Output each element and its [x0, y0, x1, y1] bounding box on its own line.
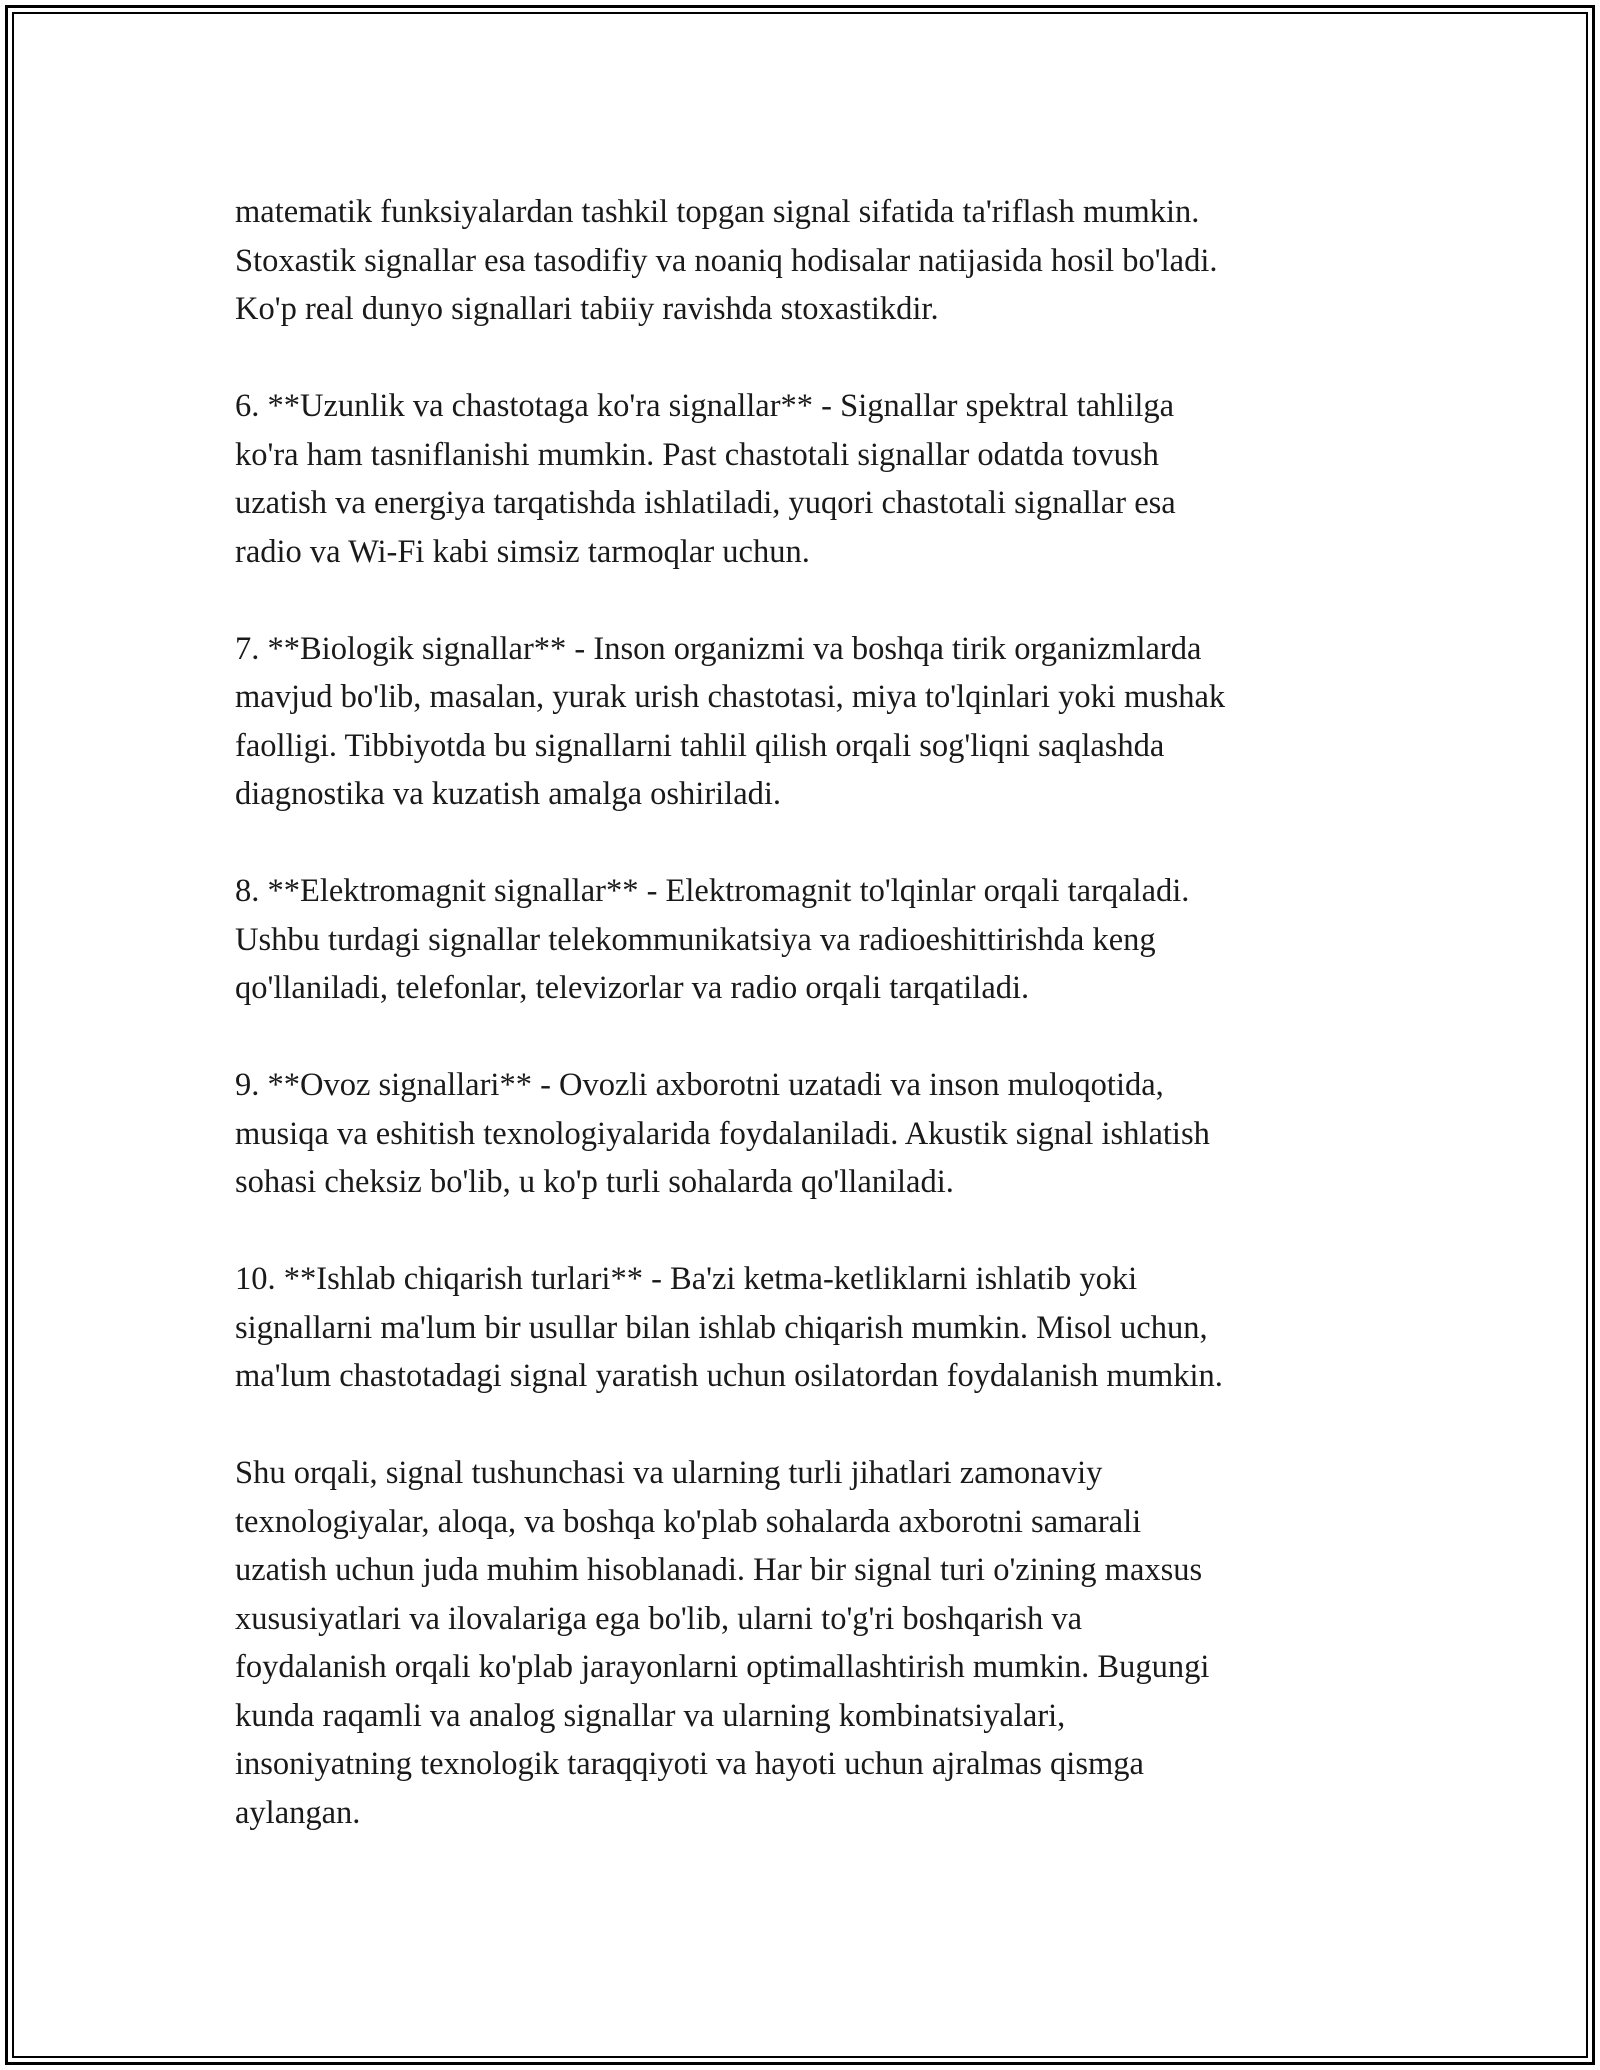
paragraph-electromagnetic-signals: 8. **Elektromagnit signallar** - Elektromagnit to'lqinlar orqali tarqaladi. Ushbu turdagi signallar telekommunikatsiya va radioeshittirishda keng qo'llaniladi, telefonlar, televizorlar va radio orqali tarqatiladi.: [235, 873, 1190, 1006]
document-body: [235, 188, 1365, 1886]
paragraph-production-types: 10. **Ishlab chiqarish turlari** - Ba'zi ketma-ketliklarni ishlatib yoki signallarni ma'lum bir usullar bilan ishlab chiqarish mumkin. Misol uchun, ma'lum chastotadagi signal yaratish uchun osilatordan foydalanish mumkin.: [235, 1261, 1223, 1394]
paragraph-conclusion: Shu orqali, signal tushunchasi va ularning turli jihatlari zamonaviy texnologiyalar, aloqa, va boshqa ko'plab sohalarda axborotni samarali uzatish uchun juda muhim hisoblanadi. Har bir signal turi o'zining maxsus xususiyatlari va ilovalariga ega bo'lib, ularni to'g'ri boshqarish va foydalanish orqali ko'plab jarayonlarni optimallashtirish mumkin. Bugungi kunda raqamli va analog signallar va ularning kombinatsiyalari, insoniyatning texnologik taraqqiyoti va hayoti uchun ajralmas qismga aylangan.: [235, 1455, 1210, 1831]
paragraph-sound-signals: 9. **Ovoz signallari** - Ovozli axborotni uzatadi va inson muloqotida, musiqa va eshitish texnologiyalarida foydalaniladi. Akustik signal ishlatish sohasi cheksiz bo'lib, u ko'p turli sohalarda qo'llaniladi.: [235, 1067, 1210, 1200]
paragraph-biological-signals: 7. **Biologik signallar** - Inson organizmi va boshqa tirik organizmlarda mavjud bo'lib, masalan, yurak urish chastotasi, miya to'lqinlari yoki mushak faolligi. Tibbiyotda bu signallarni tahlil qilish orqali sog'liqni saqlashda diagnostika va kuzatish amalga oshiriladi.: [235, 630, 1226, 812]
paragraph-length-frequency-signals: 6. **Uzunlik va chastotaga ko'ra signallar** - Signallar spektral tahlilga ko'ra ham tasniflanishi mumkin. Past chastotali signallar odatda tovush uzatish va energiya tarqatishda ishlatiladi, yuqori chastotali signallar esa radio va Wi-Fi kabi simsiz tarmoqlar uchun.: [235, 388, 1176, 570]
paragraph-stochastic-signals: matematik funksiyalardan tashkil topgan signal sifatida ta'riflash mumkin. Stoxastik signallar esa tasodifiy va noaniq hodisalar natijasida hosil bo'ladi. Ko'p real dunyo signallari tabiiy ravishda stoxastikdir.: [235, 194, 1218, 327]
